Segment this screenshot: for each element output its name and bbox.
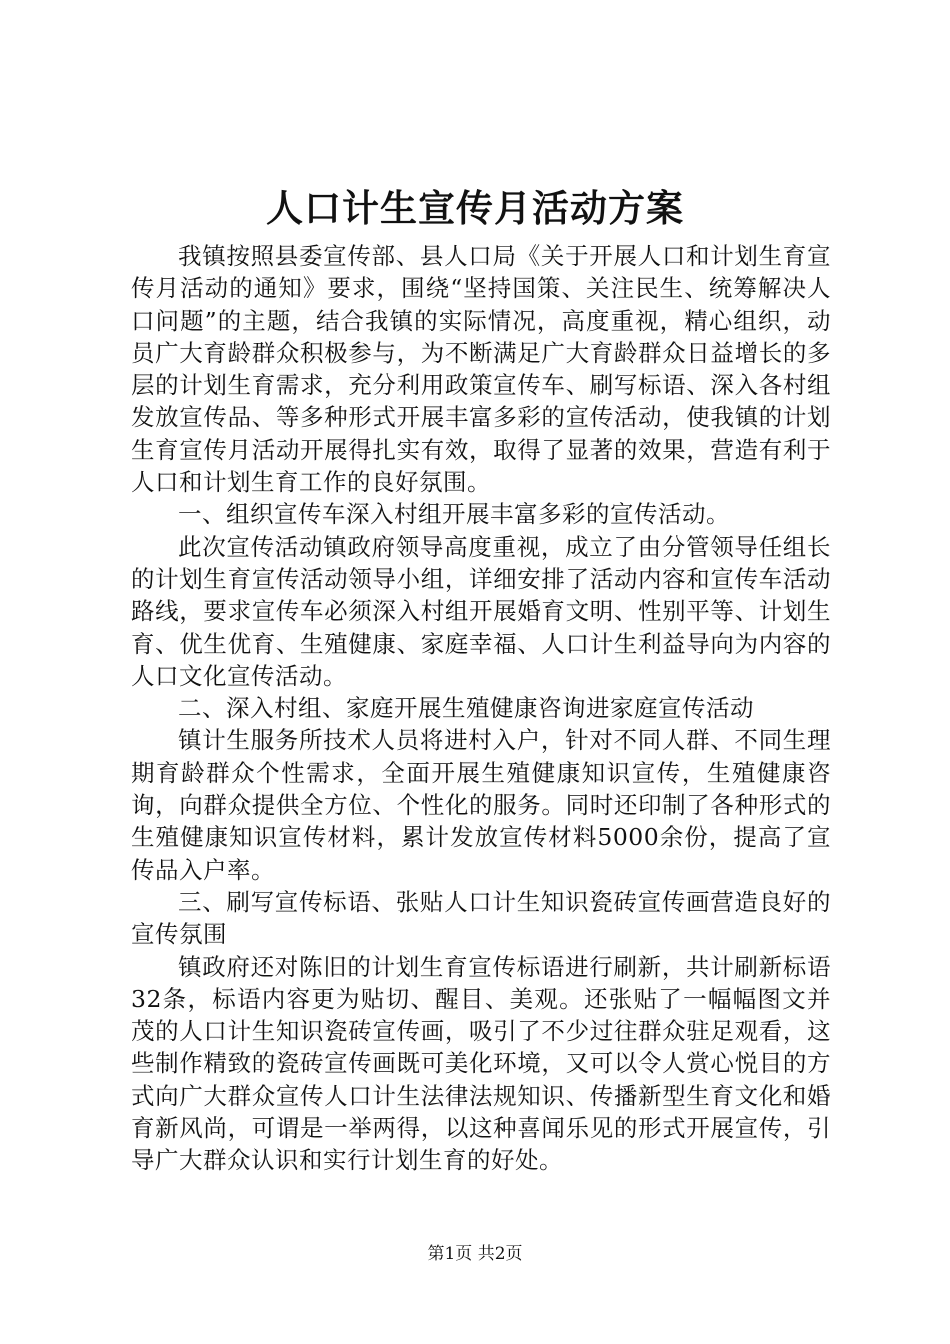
paragraph-intro: 我镇按照县委宣传部、县人口局《关于开展人口和计划生育宣传月活动的通知》要求，围绕“坚持国策、关注民生、统筹解决人口问题”的主题，结合我镇的实际情况，高度重视，精心组织，动员广大育龄群众积极参与，为不断满足广大育龄群众日益增长的多层的计划生育需求，充分利用政策宣传车、刷写标语、深入各村组发放宣传品、等多种形式开展丰富多彩的宣传活动，使我镇的计划生育宣传月活动开展得扎实有效，取得了显著的效果，营造有利于人口和计划生育工作的良好氛围。 bbox=[131, 242, 831, 497]
paragraph-section-3: 镇政府还对陈旧的计划生育宣传标语进行刷新，共计刷新标语32条，标语内容更为贴切、醒目、美观。还张贴了一幅幅图文并茂的人口计生知识瓷砖宣传画，吸引了不少过往群众驻足观看，这些制作精致的瓷砖宣传画既可美化环境，又可以令人赏心悦目的方式向广大群众宣传人口计生法律法规知识、传播新型生育文化和婚育新风尚，可谓是一举两得，以这种喜闻乐见的形式开展宣传，引导广大群众认识和实行计划生育的好处。 bbox=[131, 952, 831, 1175]
paragraph-section-1: 此次宣传活动镇政府领导高度重视，成立了由分管领导任组长的计划生育宣传活动领导小组，详细安排了活动内容和宣传车活动路线，要求宣传车必须深入村组开展婚育文明、性别平等、计划生育、优生优育、生殖健康、家庭幸福、人口计生利益导向为内容的人口文化宣传活动。 bbox=[131, 532, 831, 690]
paragraph-section-2: 镇计生服务所技术人员将进村入户，针对不同人群、不同生理期育龄群众个性需求，全面开展生殖健康知识宣传，生殖健康咨询，向群众提供全方位、个性化的服务。同时还印制了各种形式的生殖健康知识宣传材料，累计发放宣传材料5000余份，提高了宣传品入户率。 bbox=[131, 726, 831, 884]
document-body bbox=[131, 240, 831, 1177]
section-heading-2: 二、深入村组、家庭开展生殖健康咨询进家庭宣传活动 bbox=[178, 694, 754, 723]
page-footer: 第1页 共2页 bbox=[427, 1244, 523, 1264]
document-title: 人口计生宣传月活动方案 bbox=[266, 186, 684, 230]
section-heading-3: 三、刷写宣传标语、张贴人口计生知识瓷砖宣传画营造良好的宣传氛围 bbox=[131, 887, 831, 949]
section-heading-1: 一、组织宣传车深入村组开展丰富多彩的宣传活动。 bbox=[178, 500, 730, 529]
